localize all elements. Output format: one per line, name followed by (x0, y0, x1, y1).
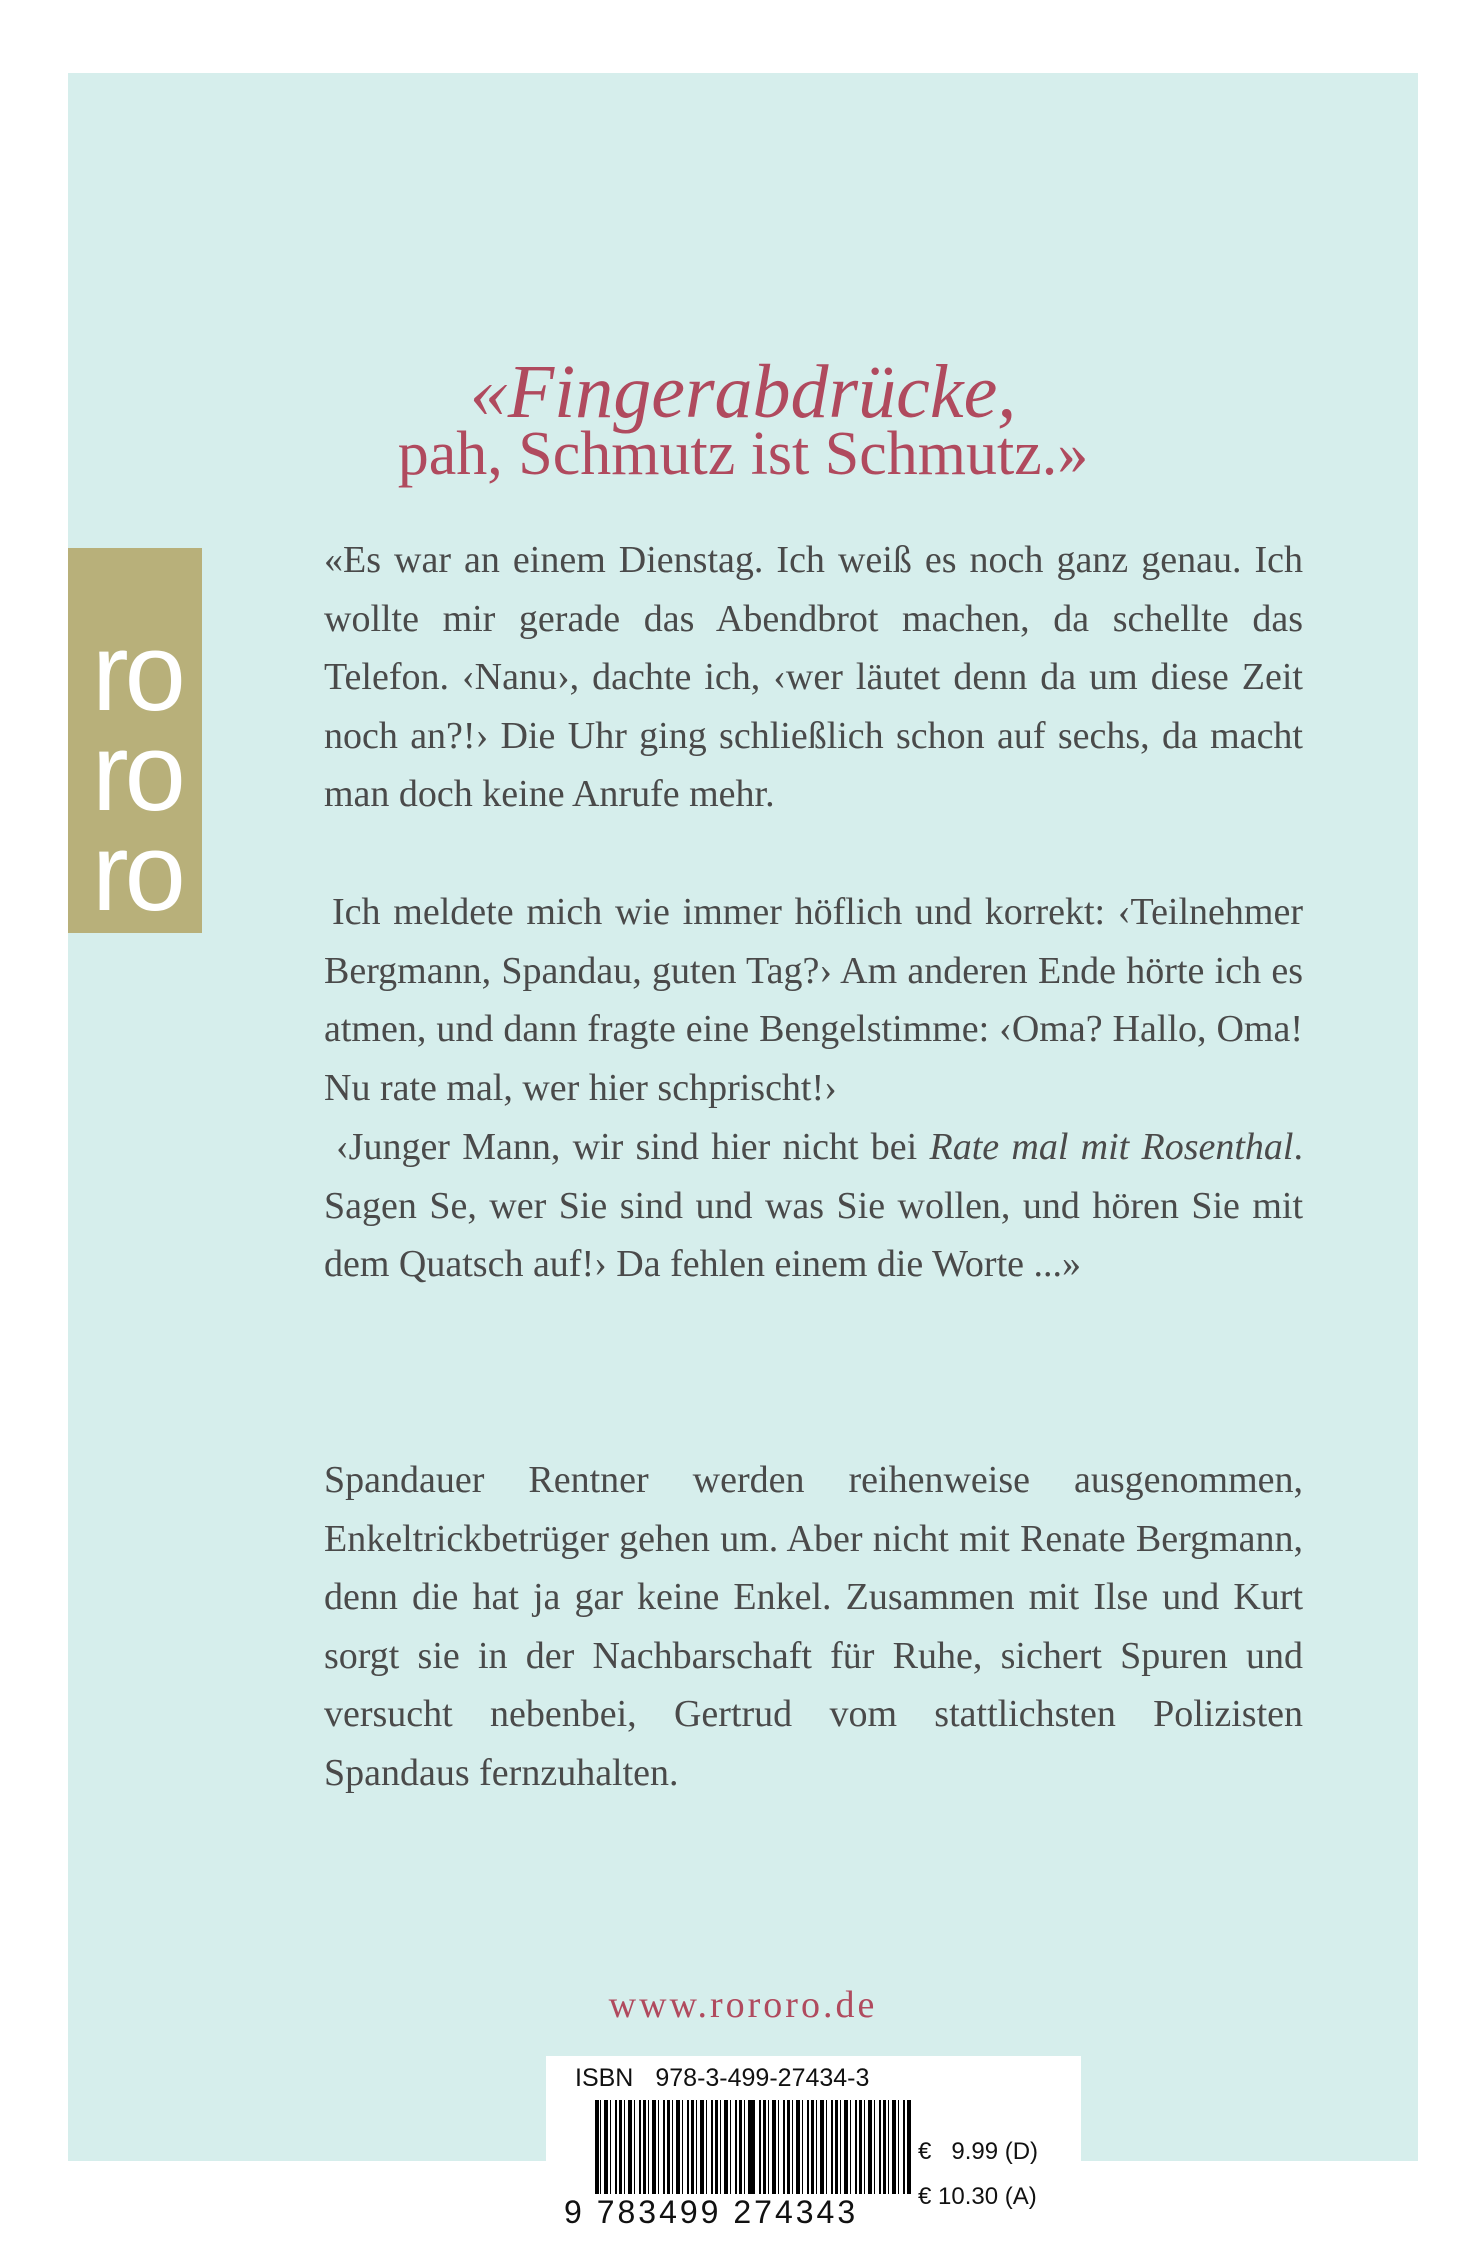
price-germany: € 9.99 (D) (918, 2138, 1039, 2165)
isbn-label: ISBN (575, 2064, 634, 2092)
excerpt-paragraph-1: «Es war an einem Dienstag. Ich weiß es noch ganz genau. Ich wollte mir gerade das Abendbrot machen, da schellte das Telefon. ‹Nanu›, dachte ich, ‹wer läutet denn da um diese Zeit noch an?!› Die Uhr ging schließlich schon auf sechs, da macht man doch keine Anrufe mehr. (324, 539, 1303, 816)
blurb-paragraph: Spandauer Rentner werden reihenweise ausgenommen, Enkeltrickbetrüger gehen um. Aber nicht mit Renate Bergmann, denn die hat ja gar keine Enkel. Zusammen mit Ilse und Kurt sorgt sie in der Nachbarschaft für Ruhe, sichert Spuren und versucht nebenbei, Gertrud vom stattlichsten Polizisten Spandaus fernzuhalten. (324, 1459, 1303, 1794)
logo-line: ro (92, 611, 182, 734)
excerpt-text: ‹Junger Mann, wir sind hier nicht bei (336, 1126, 930, 1168)
barcode-digits: 9 783499 274343 (560, 2194, 934, 2231)
logo-line: ro (92, 711, 182, 834)
excerpt-paragraph-2: Ich meldete mich wie immer höflich und korrekt: ‹Teilnehmer Bergmann, Spandau, guten Tag?› Am anderen Ende hörte ich es atmen, und dann fragte eine Bengelstimme: ‹Oma? Hallo, Oma! Nu rate mal, wer hier schprischt!› (324, 891, 1303, 1109)
rororo-logo (68, 548, 202, 933)
isbn-number: 978-3-499-27434-3 (655, 2064, 870, 2092)
show-title: Rate mal mit Rosenthal (929, 1126, 1294, 1168)
barcode-panel (546, 2056, 1081, 2232)
book-back-cover (68, 73, 1418, 2230)
headline-quote-line-1: «Fingerabdrücke, (469, 350, 1017, 434)
excerpt-paragraph-3 (324, 1118, 1303, 1294)
headline-quote-line-2: pah, Schmutz ist Schmutz.» (397, 420, 1089, 488)
website-link[interactable]: www.rororo.de (608, 1984, 878, 2026)
excerpt-text: . Sagen Se, wer Sie sind und was Sie wollen, und hören Sie mit dem Quatsch auf!› Da fehlen einem die Worte ...» (324, 1126, 1303, 1286)
isbn-line (575, 2064, 869, 2093)
logo-line: ro (92, 811, 182, 933)
price-austria: € 10.30 (A) (918, 2183, 1037, 2210)
